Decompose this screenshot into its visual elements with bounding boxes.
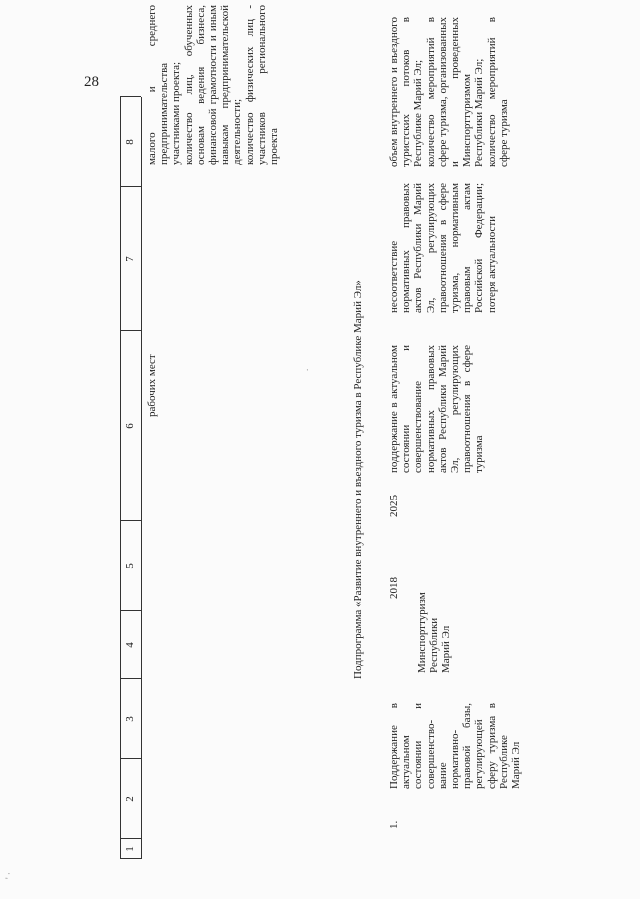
indicator-line: количество мероприятий в сфере туризма	[485, 17, 510, 167]
header-bottom-rule	[141, 97, 142, 859]
top-col6-text: рабочих мест	[146, 354, 158, 417]
expected-result: поддержание в актуальном состоянии и совершенствование нормативных правовых актов Республики Марий Эл, регулирующих правоотношения в сфере туризма	[388, 345, 486, 473]
col-header-2: 2	[124, 796, 136, 802]
executor: Минспорттуризм Республики Марий Эл	[416, 592, 453, 673]
top-col8-line: количество лиц, обученных основам ведения бизнеса, финансовой грамотности и иным навыкам предпринимательской деятельности;	[182, 5, 244, 165]
indicators	[388, 17, 510, 167]
scan-mark: .	[300, 368, 310, 371]
row-number: 1.	[388, 820, 400, 829]
top-col8-text	[146, 5, 280, 165]
consequences: несоответствие нормативных правовых актов Республики Марий Эл, регулирующих правоотношения в сфере туризма, нормативным правовым актам Российской Федерации; потеря актуальности	[388, 183, 498, 313]
col-header-8: 8	[124, 139, 136, 145]
page-number: 28	[84, 74, 99, 90]
col-header-1: 1	[124, 846, 136, 852]
scan-mark: ' ·	[4, 872, 14, 879]
col-header-6: 6	[124, 423, 136, 429]
col-header-3: 3	[124, 716, 136, 722]
header-top-rule	[120, 97, 121, 859]
start-year: 2018	[388, 577, 400, 599]
col-header-5: 5	[124, 563, 136, 569]
end-year: 2025	[388, 495, 400, 517]
indicator-line: объем внутреннего и въездного туристских потоков в Республике Марий Эл;	[388, 17, 425, 167]
activity-name: Поддержание в актуальном состоянии и совершенство-вание нормативно-правовой базы, регулирующей сферу туризма в Республике Марий Эл	[388, 703, 523, 789]
top-col8-line: количество физических лиц - участников регионального проекта	[243, 5, 281, 165]
indicator-line: количество мероприятий в сфере туризма, организованных и проведенных Минспорттуризмом Республики Марий Эл;	[424, 17, 486, 167]
top-col8-line: малого и среднего предпринимательства участниками проекта;	[146, 5, 183, 165]
col-header-4: 4	[124, 642, 136, 648]
subprogram-title: Подпрограмма «Развитие внутреннего и въездного туризма в Республике Марий Эл»	[352, 280, 364, 679]
col-header-7: 7	[124, 256, 136, 262]
